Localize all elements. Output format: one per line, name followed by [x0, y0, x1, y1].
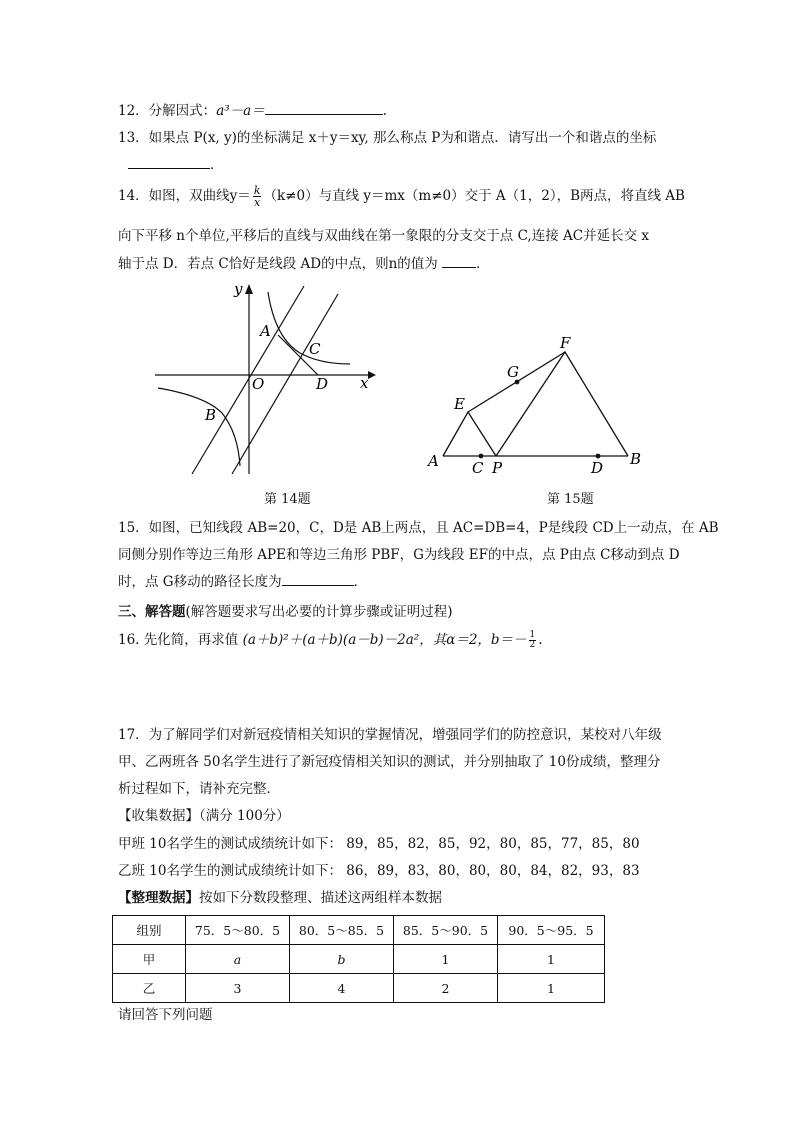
q17-organize-label: 【整理数据】 — [118, 890, 199, 906]
fig14-label-y: y — [234, 280, 243, 298]
q12-end: . — [382, 103, 387, 119]
section3-note: (解答题要求写出必要的计算步骤或证明过程) — [185, 604, 453, 620]
q17-line3: 析过程如下，请补充完整． — [118, 781, 280, 797]
table-header-cell: 85．5～90．5 — [394, 916, 498, 945]
fig15-point-c — [479, 454, 484, 459]
q17-yi-scores: 乙班 10名学生的测试成绩统计如下： 86，89，83，80，80，80，84，82，93，83 — [118, 863, 640, 879]
table-cell: 甲 — [113, 945, 186, 974]
q17-after: 请回答下列问题 — [118, 1007, 213, 1023]
table-header-row — [113, 916, 605, 945]
figure-15 — [425, 330, 655, 478]
table-header-cell: 组别 — [113, 916, 186, 945]
q14-end: ． — [476, 256, 490, 272]
q12-line — [118, 99, 387, 119]
fig14-y-arrow — [245, 284, 253, 294]
table-cell: 1 — [394, 945, 498, 974]
q16-expr: (a＋b)²＋(a＋b)(a－b)－2a²，其α＝2，b＝－ — [242, 632, 527, 648]
fig15-point-d — [596, 454, 601, 459]
table-header-cell: 80．5～85．5 — [290, 916, 394, 945]
fig15-label-a: A — [428, 452, 439, 470]
section3-title: 三、解答题 — [118, 604, 186, 620]
section3-heading — [118, 600, 453, 620]
fig14-caption: 第 14题 — [264, 492, 311, 507]
q14-frac-num: k — [253, 184, 261, 197]
fig15-label-c: C — [472, 459, 484, 477]
table-cell: 2 — [394, 974, 498, 1003]
fig14-label-c: C — [309, 340, 321, 358]
q14-text-a: 14．如图，双曲线y＝ — [118, 188, 251, 204]
q15-line3-text: 时，点 G移动的路径长度为 — [118, 574, 282, 590]
table-cell: 1 — [498, 945, 605, 974]
q16-fraction — [529, 631, 537, 650]
fig15-label-b: B — [630, 450, 642, 468]
table-cell: b — [290, 945, 394, 974]
q14-text-b: （k≠0）与直线 y＝mx（m≠0）交于 A（1，2），B两点，将直线 AB — [263, 188, 685, 204]
q13-line2 — [128, 153, 224, 173]
q15-line2: 同侧分别作等边三角形 APE和等边三角形 PBF，G为线段 EF的中点，点 P由点 C移动到点 D — [118, 547, 680, 563]
table-header-cell: 90．5～95．5 — [498, 916, 605, 945]
q15-end: ． — [353, 574, 368, 590]
q17-organize — [118, 886, 442, 906]
fig14-label-x: x — [360, 374, 369, 392]
q17-line1: 17．为了解同学们对新冠疫情相关知识的掌握情况，增强同学们的防控意识，某校对八年级 — [118, 727, 662, 743]
q16-frac-den: 2 — [529, 640, 536, 650]
fig14-label-a: A — [260, 322, 271, 340]
q16-frac-num: 1 — [529, 630, 536, 640]
q13-blank[interactable] — [128, 154, 210, 169]
q16-end: . — [538, 632, 543, 648]
fig15-label-d: D — [591, 459, 604, 477]
q12-prefix: 12．分解因式： — [118, 103, 217, 119]
q17-organize-text: 按如下分数段整理、描述这两组样本数据 — [199, 890, 442, 906]
fig15-triangle-ape — [443, 412, 496, 456]
fig14-label-o: O — [252, 375, 265, 393]
q15-line3 — [118, 570, 367, 590]
table-cell: 4 — [290, 974, 394, 1003]
fig15-label-p: P — [492, 459, 503, 477]
q16-line — [118, 628, 543, 650]
q14-line3-text: 轴于点 D．若点 C恰好是线段 AD的中点，则n的值为 — [118, 256, 438, 272]
q14-blank[interactable] — [442, 253, 476, 268]
q13-line1: 13．如果点 P(x, y)的坐标满足 x＋y＝xy, 那么称点 P为和谐点．请写出一个和谐点的坐标 — [118, 130, 657, 146]
q15-line1: 15．如图，已知线段 AB=20，C，D是 AB上两点，且 AC=DB=4，P是线段 CD上一动点，在 AB — [118, 520, 719, 536]
q17-collect: 【收集数据】（满分 100分） — [118, 808, 290, 824]
q17-line2: 甲、乙两班各 50名学生进行了新冠疫情相关知识的测试，并分别抽取了 10份成绩，整理分 — [118, 754, 661, 770]
table-row — [113, 974, 605, 1003]
q13-end: ． — [210, 157, 224, 173]
q14-line2: 向下平移 n个单位,平移后的直线与双曲线在第一象限的分支交于点 C,连接 AC并延长交 x — [118, 228, 649, 244]
q17-jia-scores: 甲班 10名学生的测试成绩统计如下： 89，85，82，85，92，80，85，77，85，80 — [118, 836, 640, 852]
fig14-x-arrow — [368, 371, 376, 379]
fig15-label-f: F — [560, 334, 571, 352]
q16-text: 16. 先化简，再求值 — [118, 632, 239, 648]
table-cell: a — [186, 945, 290, 974]
fig14-label-b: B — [205, 406, 217, 424]
fig14-label-d: D — [316, 375, 329, 393]
fig14-hyperbola-q3 — [158, 388, 240, 466]
score-table — [112, 915, 605, 1003]
fig15-label-g: G — [507, 363, 519, 381]
q12-blank[interactable] — [265, 100, 383, 115]
q14-frac-den: x — [254, 196, 261, 209]
q14-fraction — [253, 185, 262, 208]
table-header-cell: 75．5～80．5 — [186, 916, 290, 945]
table-row — [113, 945, 605, 974]
table-cell: 3 — [186, 974, 290, 1003]
q14-line1 — [118, 184, 685, 208]
q12-expr: a³－a＝ — [216, 103, 265, 119]
figure-14 — [150, 278, 380, 478]
table-cell: 乙 — [113, 974, 186, 1003]
q14-line3 — [118, 252, 490, 272]
fig15-label-e: E — [454, 395, 465, 413]
q15-blank[interactable] — [282, 571, 354, 586]
table-cell: 1 — [498, 974, 605, 1003]
fig15-caption: 第 15题 — [547, 492, 594, 507]
